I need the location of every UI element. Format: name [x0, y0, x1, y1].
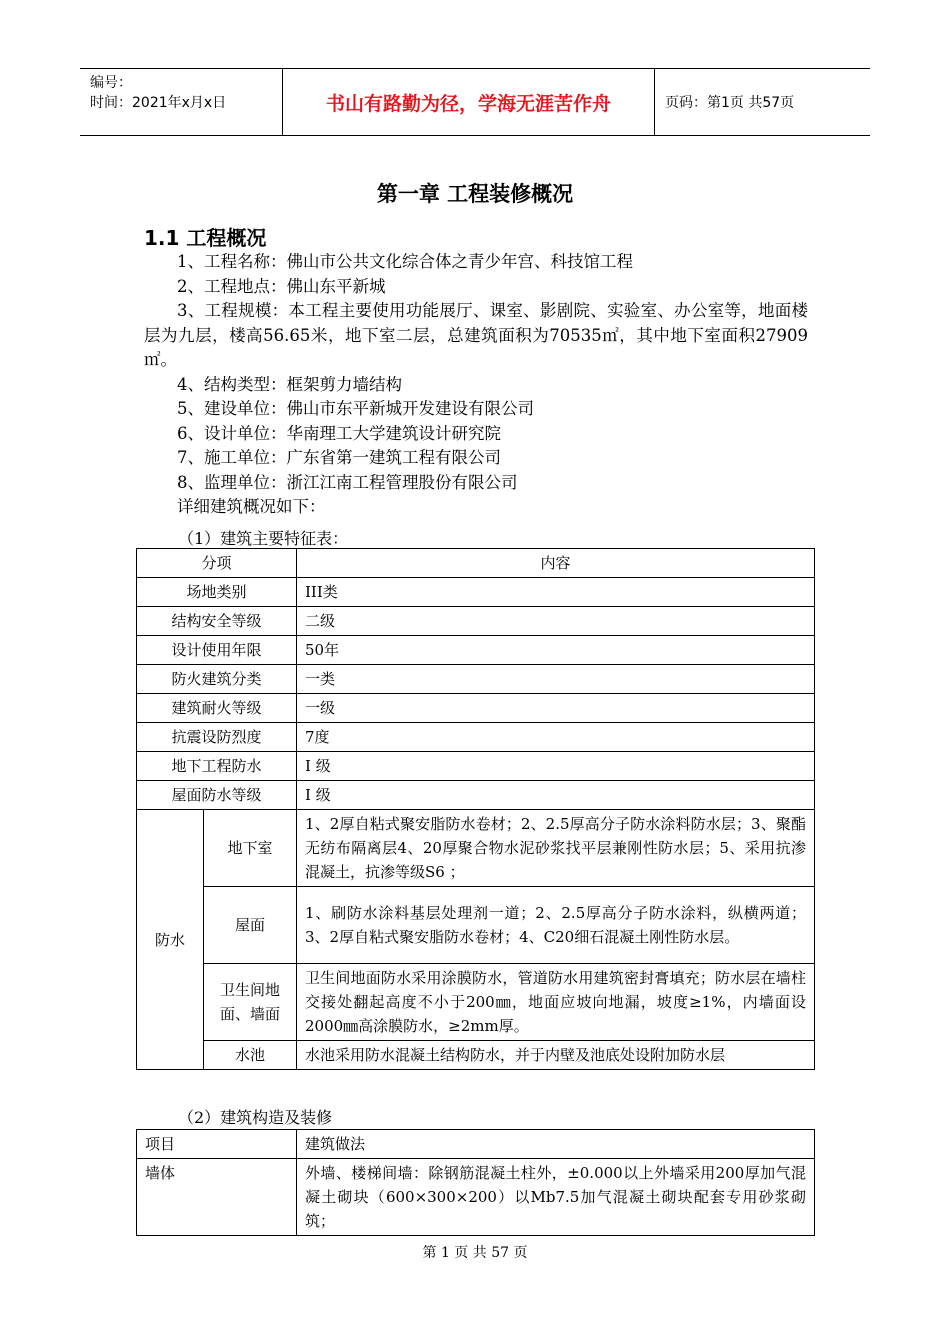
- row-item-cell: 屋面防水等级: [137, 781, 297, 810]
- page-footer: 第 1 页 共 57 页: [422, 1245, 528, 1261]
- row-item-cell: 抗震设防烈度: [137, 723, 297, 752]
- row-item-cell: 屋面: [204, 887, 297, 964]
- table-header-row: [137, 1130, 815, 1159]
- section-title: 1.1 工程概况: [144, 226, 267, 250]
- row-value-cell: 外墙、楼梯间墙：除钢筋混凝土柱外，±0.000以上外墙采用200厚加气混凝土砌块（600×300×200）以Mb7.5加气混凝土砌块配套专用砂浆砌筑；: [297, 1159, 815, 1236]
- waterproof-group-cell: 防水: [137, 810, 204, 1070]
- header-cell-item: 项目: [137, 1130, 297, 1159]
- paragraph-project-location: 2、工程地点：佛山东平新城: [177, 276, 386, 296]
- row-item-cell: 墙体: [137, 1159, 297, 1236]
- row-value-cell: 水池采用防水混凝土结构防水，并于内壁及池底处设附加防水层: [297, 1041, 815, 1070]
- table-row: [137, 810, 815, 887]
- row-value-cell: 一类: [297, 665, 815, 694]
- header-cell-method: 建筑做法: [297, 1130, 815, 1159]
- row-item-cell: 设计使用年限: [137, 636, 297, 665]
- header-motto: 书山有路勤为径，学海无涯苦作舟: [283, 69, 655, 135]
- row-item-cell: 场地类别: [137, 578, 297, 607]
- paragraph-structure-type: 4、结构类型：框架剪力墙结构: [177, 374, 402, 394]
- header-cell-content: 内容: [297, 549, 815, 578]
- table-row: [137, 694, 815, 723]
- row-item-cell: 卫生间地面、墙面: [204, 964, 297, 1041]
- chapter-title: 第一章 工程装修概况: [376, 182, 574, 206]
- table-row: [137, 1159, 815, 1236]
- row-value-cell: 7度: [297, 723, 815, 752]
- document-date: 时间：2021年x月x日: [90, 95, 227, 111]
- row-value-cell: III类: [297, 578, 815, 607]
- table-row: [137, 578, 815, 607]
- row-item-cell: 地下工程防水: [137, 752, 297, 781]
- paragraph-supervisor: 8、监理单位：浙江江南工程管理股份有限公司: [177, 472, 518, 492]
- table1-caption: （1）建筑主要特征表：: [178, 529, 349, 548]
- table-row: [137, 752, 815, 781]
- paragraph-project-scale: 3、工程规模：本工程主要使用功能展厅、课室、影剧院、实验室、办公室等，地面楼层为九层，楼高56.65米，地下室二层，总建筑面积为70535㎡，其中地下室面积27909㎡。: [144, 301, 808, 369]
- table-row: [137, 607, 815, 636]
- document-number-label: 编号：: [90, 75, 132, 91]
- table-row: [137, 1041, 815, 1070]
- table-row: [137, 636, 815, 665]
- paragraph-contractor: 7、施工单位：广东省第一建筑工程有限公司: [177, 448, 501, 467]
- table-row: [137, 781, 815, 810]
- row-value-cell: 1、2厚自粘式聚安脂防水卷材；2、2.5厚高分子防水涂料防水层；3、聚酯无纺布隔离层4、20厚聚合物水泥砂浆找平层兼刚性防水层；5、采用抗渗混凝土，抗渗等级S6 ；: [297, 810, 815, 887]
- table-row: [137, 723, 815, 752]
- table-header-row: [137, 549, 815, 578]
- row-value-cell: 二级: [297, 607, 815, 636]
- table2-caption: （2）建筑构造及装修: [178, 1108, 333, 1127]
- row-item-cell: 结构安全等级: [137, 607, 297, 636]
- header-page-info: 页码：第1页 共57页: [665, 95, 795, 111]
- paragraph-designer: 6、设计单位：华南理工大学建筑设计研究院: [177, 423, 501, 443]
- page-header: [80, 68, 870, 136]
- row-value-cell: Ⅰ 级: [297, 752, 815, 781]
- row-item-cell: 地下室: [204, 810, 297, 887]
- row-item-cell: 建筑耐火等级: [137, 694, 297, 723]
- header-left-cell: [80, 69, 283, 135]
- paragraph-details-intro: 详细建筑概况如下：: [177, 497, 326, 516]
- table-row: [137, 887, 815, 964]
- table-row: [137, 665, 815, 694]
- paragraph-owner: 5、建设单位：佛山市东平新城开发建设有限公司: [177, 399, 534, 418]
- construction-table: [136, 1129, 815, 1236]
- paragraph-project-name: 1、工程名称：佛山市公共文化综合体之青少年宫、科技馆工程: [177, 252, 633, 271]
- header-cell-item: 分项: [137, 549, 297, 578]
- project-overview-text: [144, 250, 808, 520]
- table-row: [137, 964, 815, 1041]
- row-value-cell: 1、刷防水涂料基层处理剂一道；2、2.5厚高分子防水涂料，纵横两道；3、2厚自粘式聚安脂防水卷材；4、C20细石混凝土刚性防水层。: [297, 887, 815, 964]
- row-value-cell: Ⅰ 级: [297, 781, 815, 810]
- row-value-cell: 卫生间地面防水采用涂膜防水，管道防水用建筑密封膏填充；防水层在墙柱交接处翻起高度不小于200㎜，地面应坡向地漏，坡度≥1%，内墙面设2000㎜高涂膜防水，≥2mm厚。: [297, 964, 815, 1041]
- row-value-cell: 一级: [297, 694, 815, 723]
- row-item-cell: 防火建筑分类: [137, 665, 297, 694]
- building-features-table: [136, 548, 815, 1070]
- row-value-cell: 50年: [297, 636, 815, 665]
- row-item-cell: 水池: [204, 1041, 297, 1070]
